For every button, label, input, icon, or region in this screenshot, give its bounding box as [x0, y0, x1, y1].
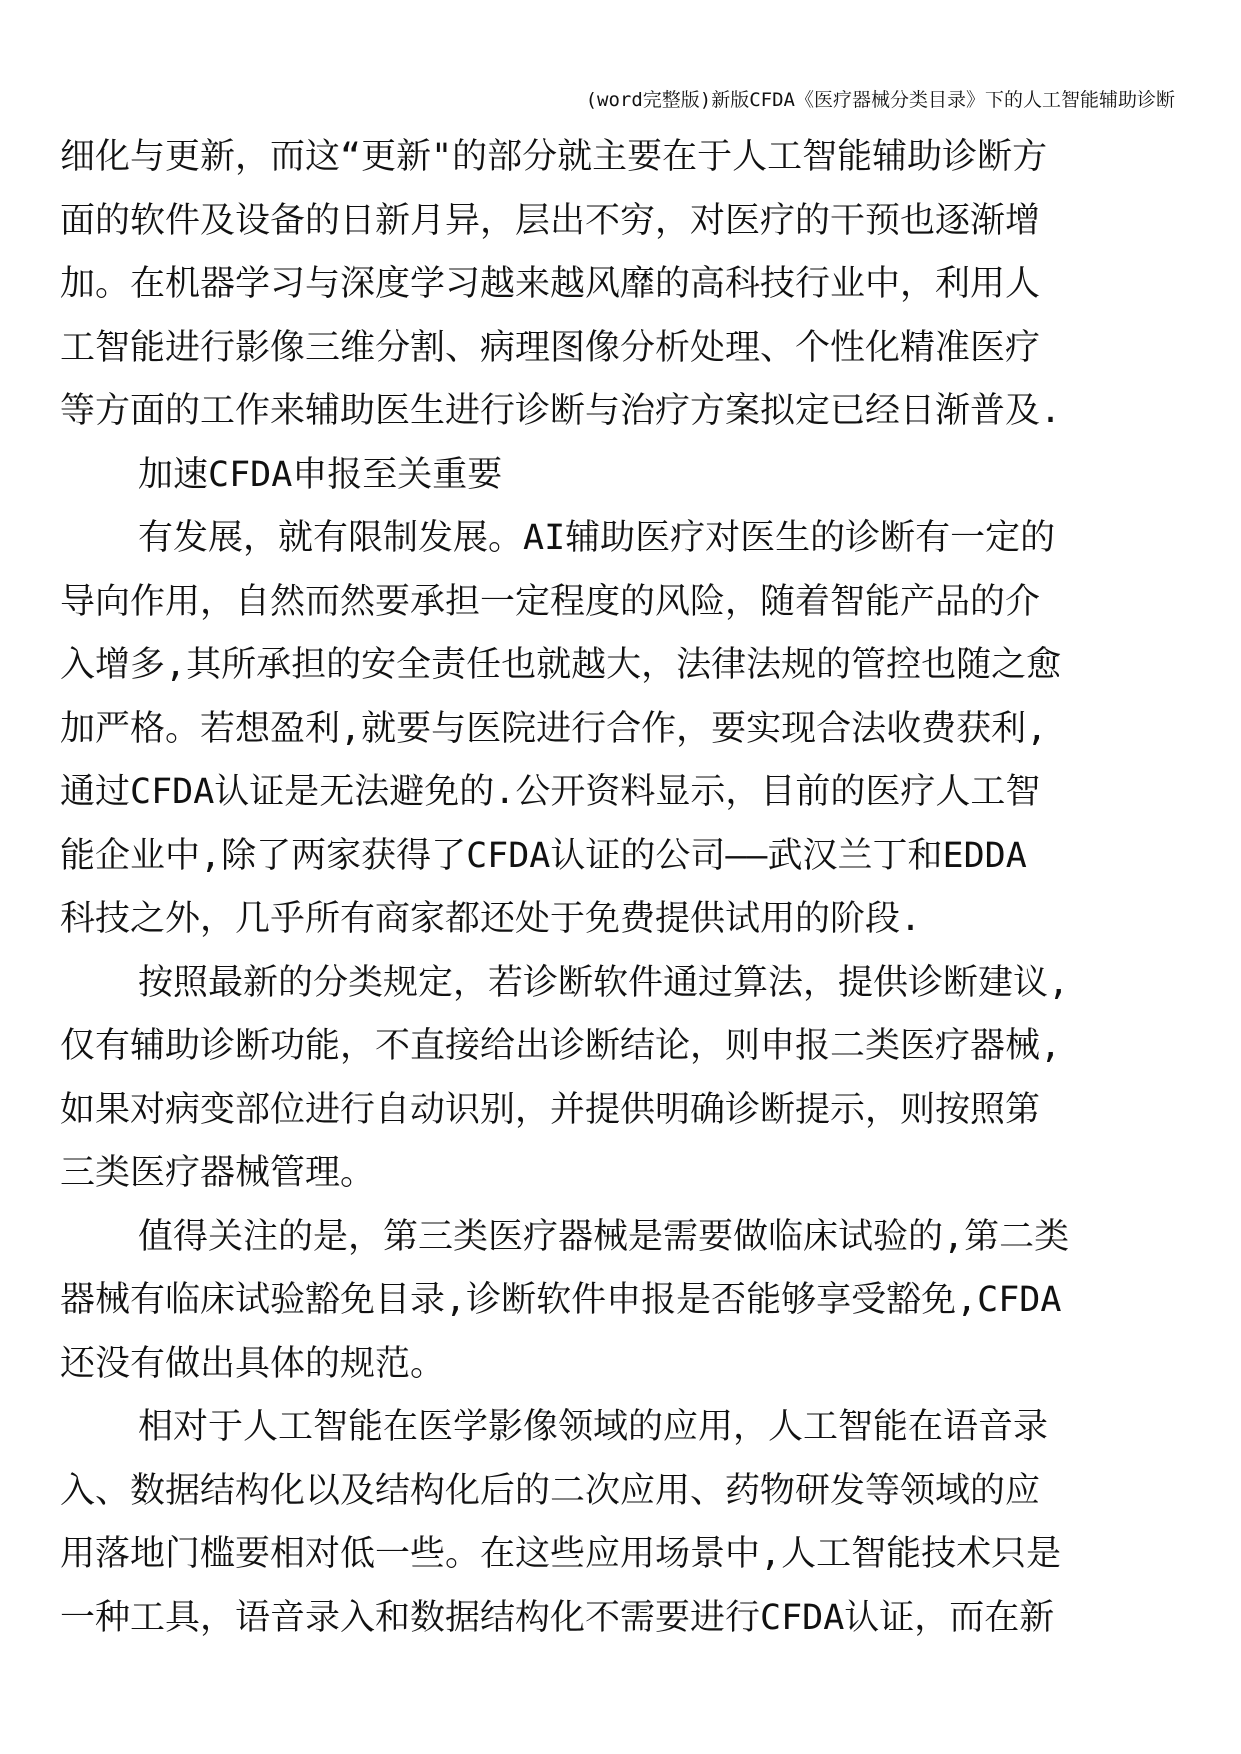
text-line: 导向作用，自然而然要承担一定程度的风险，随着智能产品的介	[60, 581, 1041, 622]
paragraph-start: 相对于人工智能在医学影像领域的应用，人工智能在语音录	[138, 1407, 1049, 1447]
text-line: 面的软件及设备的日新月异，层出不穷，对医疗的干预也逐渐增	[60, 200, 1041, 241]
text-line: 还没有做出具体的规范。	[60, 1343, 446, 1384]
text-line: 细化与更新，而这“更新"的部分就主要在于人工智能辅助诊断方	[60, 137, 1048, 177]
paragraph-start: 值得关注的是，第三类医疗器械是需要做临床试验的,第二类	[138, 1216, 1070, 1257]
text-line: 如果对病变部位进行自动识别，并提供明确诊断提示，则按照第	[60, 1089, 1041, 1130]
body-text	[60, 126, 1184, 1650]
text-line: 仅有辅助诊断功能，不直接给出诊断结论，则申报二类医疗器械,	[60, 1026, 1062, 1066]
text-line: 科技之外，几乎所有商家都还处于免费提供试用的阶段.	[60, 899, 922, 939]
text-line: 加。在机器学习与深度学习越来越风靡的高科技行业中，利用人	[60, 264, 1041, 304]
text-line: 能企业中,除了两家获得了CFDA认证的公司——武汉兰丁和EDDA	[60, 835, 1027, 876]
text-line: 入、数据结构化以及结构化后的二次应用、药物研发等领域的应	[60, 1470, 1041, 1511]
text-line: 一种工具，语音录入和数据结构化不需要进行CFDA认证，而在新	[60, 1597, 1055, 1638]
text-line: 用落地门槛要相对低一些。在这些应用场景中,人工智能技术只是	[60, 1534, 1062, 1574]
text-line: 等方面的工作来辅助医生进行诊断与治疗方案拟定已经日渐普及.	[60, 391, 1062, 431]
paragraph-start: 有发展，就有限制发展。AI辅助医疗对医生的诊断有一定的	[138, 518, 1056, 558]
text-line: 通过CFDA认证是无法避免的.公开资料显示，目前的医疗人工智	[60, 772, 1041, 812]
running-header: (word完整版)新版CFDA《医疗器械分类目录》下的人工智能辅助诊断	[585, 89, 1175, 111]
text-line: 入增多,其所承担的安全责任也就越大，法律法规的管控也随之愈	[60, 645, 1062, 685]
text-line: 器械有临床试验豁免目录,诊断软件申报是否能够享受豁免,CFDA	[60, 1280, 1062, 1320]
text-line: 加严格。若想盈利,就要与医院进行合作，要实现合法收费获利,	[60, 708, 1048, 749]
paragraph-start: 按照最新的分类规定，若诊断软件通过算法，提供诊断建议,	[138, 962, 1070, 1003]
section-heading: 加速CFDA申报至关重要	[138, 454, 503, 495]
text-line: 三类医疗器械管理。	[60, 1153, 376, 1193]
text-line: 工智能进行影像三维分割、病理图像分析处理、个性化精准医疗	[60, 327, 1041, 368]
